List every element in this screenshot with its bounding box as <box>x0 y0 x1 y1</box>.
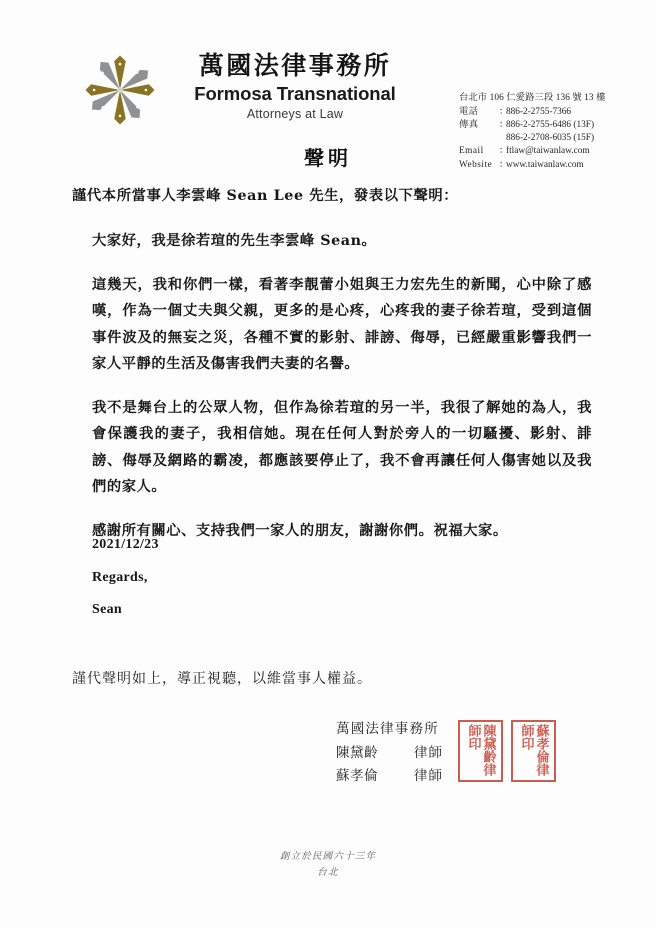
firm-name-chinese: 萬國法律事務所 <box>198 51 392 80</box>
statement-regards: Regards, <box>92 570 148 585</box>
lawyer-name: 蘇孝倫 <box>336 768 378 784</box>
firm-name-group <box>160 50 430 121</box>
statement-signer-name: Sean <box>92 602 122 617</box>
website-colon: ： <box>499 159 509 170</box>
document-title: 聲明 <box>304 146 352 170</box>
firm-name-english: Formosa Transnational <box>194 83 396 105</box>
email-colon: ： <box>499 146 509 157</box>
statement-intro-line: 謹代本所當事人李雲峰 Sean Lee 先生，發表以下聲明： <box>72 188 459 204</box>
contact-address: 台北市 106 仁愛路三段 136 號 13 樓 <box>459 93 606 103</box>
lawyer-name: 陳黛齡 <box>336 744 378 761</box>
lawyer-seal-su: 蘇孝倫律師印 <box>511 720 556 782</box>
contact-fax-label: 傳真 <box>459 119 479 130</box>
statement-date: 2021/12/23 <box>92 537 159 552</box>
footer-founded-line: 創立於民國六十三年 <box>279 851 377 862</box>
starburst-logo-icon <box>84 54 156 126</box>
fax-colon: ： <box>499 119 509 130</box>
lawyer-title: 律師 <box>414 768 443 784</box>
contact-email-value[interactable]: ftlaw@taiwanlaw.com <box>506 146 590 157</box>
firm-closing-line: 謹代聲明如上，導正視聽，以維當事人權益。 <box>72 671 372 687</box>
contact-phone-value: 886-2-2755-7366 <box>506 106 572 117</box>
contact-fax-value-15f: 886-2-2708-6035 (15F) <box>506 133 595 144</box>
statement-paragraph: 我不是舞台上的公眾人物，但作為徐若瑄的另一半，我很了解她的為人，我會保護我的妻子，我相信她。現在任何人對於旁人的一切騷擾、影射、誹謗、侮辱及網路的霸凌，都應該要停止了，我不會再讓任何人傷害她以及我們的家人。 <box>92 399 592 495</box>
contact-website-label: Website <box>459 159 493 170</box>
statement-paragraph: 這幾天，我和你們一樣，看著李靚蕾小姐與王力宏先生的新聞，心中除了感嘆，作為一個丈夫與父親，更多的是心疼，心疼我的妻子徐若瑄，受到這個事件波及的無妄之災，各種不實的影射、誹謗、侮辱，已經嚴重影響我們一家人平靜的生活及傷害我們夫妻的名譽。 <box>92 276 592 372</box>
contact-phone-label: 電話 <box>459 106 479 117</box>
contact-fax-value-13f: 886-2-2755-6486 (13F) <box>506 119 595 130</box>
contact-phone-row <box>459 106 606 119</box>
seal-group <box>458 720 556 782</box>
firm-tagline: Attorneys at Law <box>246 107 344 122</box>
statement-paragraph: 感謝所有關心、支持我們一家人的朋友，謝謝你們。祝福大家。 <box>92 522 508 539</box>
lawyer-title: 律師 <box>414 744 443 761</box>
footer-city-line: 台北 <box>317 867 339 878</box>
signature-firm-name: 萬國法律事務所 <box>336 721 439 737</box>
phone-colon: ： <box>499 106 509 117</box>
statement-body <box>92 228 592 544</box>
signature-block <box>336 718 576 789</box>
contact-website-value[interactable]: www.taiwanlaw.com <box>506 159 584 170</box>
contact-email-label: Email <box>459 146 484 157</box>
lawyer-seal-chen: 陳黛齡律師印 <box>458 720 503 782</box>
page-footer <box>0 848 656 878</box>
statement-paragraph: 大家好，我是徐若瑄的先生李雲峰 Sean。 <box>92 233 377 249</box>
contact-fax-row <box>459 119 606 132</box>
